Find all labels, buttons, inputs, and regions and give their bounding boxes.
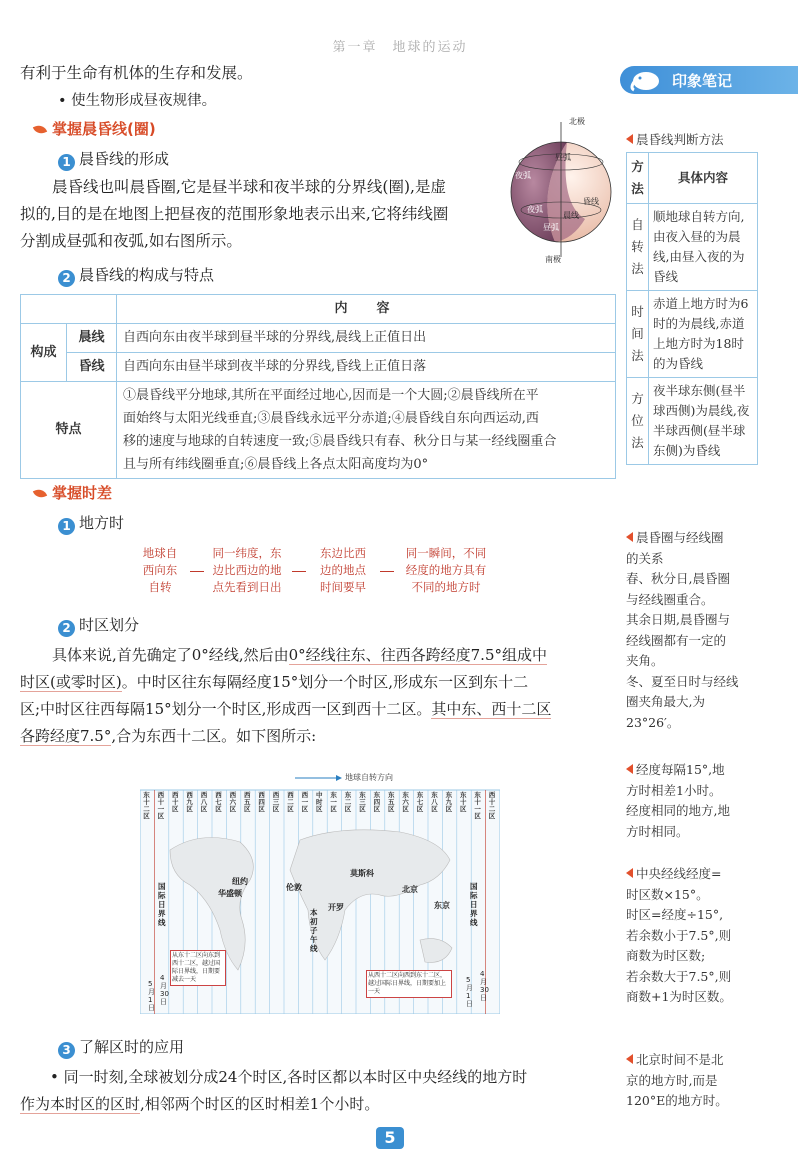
- leaf-icon: [33, 487, 47, 500]
- table-row: 构成 晨线 自西向东由夜半球到昼半球的分界线,晨线上正值日出: [21, 324, 616, 353]
- zone-label: 西二区: [287, 791, 294, 813]
- globe-dawn: 晨线: [563, 211, 579, 220]
- zone-label: 东六区: [402, 791, 409, 813]
- zone-time-paragraph: • 同一时刻,全球被划分成24个时区,各时区都以本时区中央经线的地方时 作为本时区的区时,相邻两个时区的区时相差1个小时。: [20, 1068, 528, 1113]
- side-note: 北京时间不是北 京的地方时,而是 120°E的地方时。: [626, 1052, 728, 1108]
- zone-label: 西十一区: [157, 791, 165, 820]
- section-title-time-difference: 掌握时差: [34, 482, 112, 503]
- date-right-1: 5月1日: [466, 976, 473, 1008]
- leaf-icon: [33, 123, 47, 136]
- arrow-icon: [190, 571, 204, 572]
- city-label: 莫斯科: [350, 869, 374, 878]
- subsection-title: 1 地方时: [58, 512, 124, 535]
- zone-label: 西九区: [186, 791, 193, 813]
- zone-label: 东八区: [431, 791, 438, 813]
- zone-label: 西六区: [229, 791, 237, 813]
- elephant-icon: [628, 68, 664, 92]
- subsection-title: 2 时区划分: [58, 614, 139, 637]
- pointer-icon: [626, 532, 633, 542]
- time-zone-map: [140, 770, 500, 1014]
- intro-bullet: • 使生物形成昼夜规律。: [58, 93, 217, 109]
- city-label: 华盛顿: [218, 889, 242, 898]
- table-row: 特点 ①晨昏线平分地球,其所在平面经过地心,因而是一个大圆;②晨昏线所在平 面始终与太阳光线垂直;③晨昏线永远平分赤道;④晨昏线自东向西运动,西 移的速度与地球的自转速度一致;⑤晨昏线只有春、秋分日与某一经线圈重合 且与所有纬线圈垂直;⑥晨昏线上各点太阳高度均为0°: [21, 382, 616, 479]
- globe-day-arc2: 昼弧: [543, 223, 559, 232]
- zone-label: 西五区: [244, 791, 251, 813]
- pointer-icon: [626, 764, 633, 774]
- zone-label: 东十一区: [474, 791, 481, 820]
- pointer-icon: [626, 1054, 633, 1064]
- zone-label: 西一区: [301, 791, 309, 813]
- terminator-table: [20, 294, 616, 479]
- city-label: 东京: [434, 901, 450, 910]
- zone-label: 东四区: [373, 791, 381, 813]
- city-label: 纽约: [232, 877, 248, 886]
- subsection-title: 3 了解区时的应用: [58, 1036, 184, 1059]
- section-title-terminator: 掌握晨昏线(圈): [34, 118, 156, 139]
- globe-dusk: 昏线: [583, 197, 599, 206]
- date-right-2: 4月30日: [480, 970, 489, 1002]
- zone-label: 东二区: [344, 791, 352, 813]
- subsection-title: 2 晨昏线的构成与特点: [58, 264, 214, 287]
- rotation-direction-label: 地球自转方向: [345, 773, 393, 782]
- city-label: 开罗: [328, 903, 344, 912]
- idl-left-label: 国际日界线: [158, 882, 166, 927]
- side-note: 中央经线经度= 时区数×15°。 时区=经度÷15°, 若余数小于7.5°,则 商数为时区数; 若余数大于7.5°,则 商数+1为时区数。: [626, 866, 732, 1004]
- zone-label: 西十区: [172, 791, 179, 813]
- note-left: 从东十二区向东到西十二区，越过国际日界线，日期要减去一天: [170, 950, 226, 986]
- zone-labels: [140, 792, 500, 822]
- zone-label: 西四区: [258, 791, 265, 813]
- zone-label: 西三区: [272, 791, 280, 813]
- table-header: 内 容: [117, 295, 616, 324]
- side-note: 晨昏圈与经线圈 的关系 春、秋分日,晨昏圈 与经线圈重合。 其余日期,晨昏圈与 经线圈都有一定的 夹角。 冬、夏至日时与经线 圈夹角最大,为 23°26′。: [626, 530, 739, 730]
- table-row: 自转法 顺地球自转方向,由夜入昼的为晨线,由昼入夜的为昏线: [627, 204, 758, 291]
- zone-label: 中时区: [316, 791, 323, 813]
- city-label: 北京: [402, 885, 418, 894]
- flow-box: 地球自 西向东 自转: [142, 546, 178, 594]
- table-row: 昏线 自西向东由昼半球到夜半球的分界线,昏线上正值日落: [21, 353, 616, 382]
- flow-box: 同一瞬间，不同 经度的地方具有 不同的地方时: [405, 546, 487, 594]
- date-left-1: 5月1日: [148, 980, 155, 1012]
- side-note: 晨昏线判断方法: [626, 130, 796, 151]
- local-time-flow: [130, 545, 510, 595]
- zone-label: 东九区: [445, 791, 453, 813]
- city-label: 伦敦: [286, 883, 302, 892]
- flow-box: 同一纬度，东 边比西边的地 点先看到日出: [212, 546, 282, 594]
- globe-night-arc: 夜弧: [515, 171, 531, 180]
- prime-meridian-label: 本初子午线: [310, 908, 318, 953]
- note-right: 从西十二区向西到东十二区，越过国际日界线，日期要加上一天: [366, 970, 452, 998]
- method-table: 方法 具体内容 自转法 顺地球自转方向,由夜入昼的为晨线,由昼入夜的为昏线 时间法 赤道上地方时为6时的为晨线,赤道上地方时为18时的为昏线 方位法 夜半球东侧(昼半球西侧)为晨线,夜半球西侧(昼半球东侧)为昏线: [626, 152, 758, 465]
- globe-night-arc2: 夜弧: [527, 205, 543, 214]
- date-left-2: 4月30日: [160, 974, 169, 1006]
- zone-label: 东一区: [330, 791, 337, 813]
- zone-label: 西八区: [200, 791, 208, 813]
- globe-day-arc: 昼弧: [555, 153, 571, 162]
- page-number: 5: [376, 1127, 404, 1149]
- flow-box: 东边比西 边的地点 时间要早: [320, 546, 366, 594]
- terminator-paragraph: 晨昏线也叫晨昏圈,它是昼半球和夜半球的分界线(圈),是虚 拟的,目的是在地图上把昼夜的范围形象地表示出来,它将纬线圈 分割成昼弧和夜弧,如右图所示。: [20, 178, 449, 250]
- table-row: 方位法 夜半球东侧(昼半球西侧)为晨线,夜半球西侧(昼半球东侧)为昏线: [627, 378, 758, 465]
- idl-right-label: 国际日界线: [470, 882, 478, 927]
- pointer-icon: [626, 868, 633, 878]
- globe-north-label: 北极: [569, 117, 585, 126]
- page-header: 第一章 地球的运动: [332, 40, 468, 55]
- globe-south-label: 南极: [545, 255, 561, 264]
- arrow-icon: [292, 571, 306, 572]
- pointer-icon: [626, 134, 633, 144]
- zone-label: 东十二区: [143, 791, 150, 820]
- side-note: 经度每隔15°,地 方时相差1小时。 经度相同的地方,地 方时相同。: [626, 762, 730, 839]
- terminator-globe-diagram: [505, 114, 617, 264]
- subsection-title: 1 晨昏线的形成: [58, 148, 169, 171]
- zone-label: 西七区: [215, 791, 222, 813]
- zone-label: 东七区: [416, 791, 424, 813]
- zone-label: 东五区: [388, 791, 395, 813]
- zone-label: 东三区: [359, 791, 366, 813]
- notes-banner: 印象笔记: [620, 66, 798, 94]
- arrow-icon: [380, 571, 394, 572]
- zone-label: 西十二区: [488, 791, 496, 820]
- zone-label: 东十区: [460, 791, 467, 813]
- time-zone-paragraph: 具体来说,首先确定了0°经线,然后由0°经线往东、往西各跨经度7.5°组成中 时区(或零时区)。中时区往东每隔经度15°划分一个时区,形成东一区到东十二 区;中时区往西每隔15°划分一个时区,形成西一区到西十二区。其中东、西十二区 各跨经度7.5°,合为东西十二区。如下图所示:: [20, 646, 552, 745]
- intro-line: 有利于生命有机体的生存和发展。: [20, 64, 253, 82]
- table-row: 时间法 赤道上地方时为6时的为晨线,赤道上地方时为18时的为昏线: [627, 291, 758, 378]
